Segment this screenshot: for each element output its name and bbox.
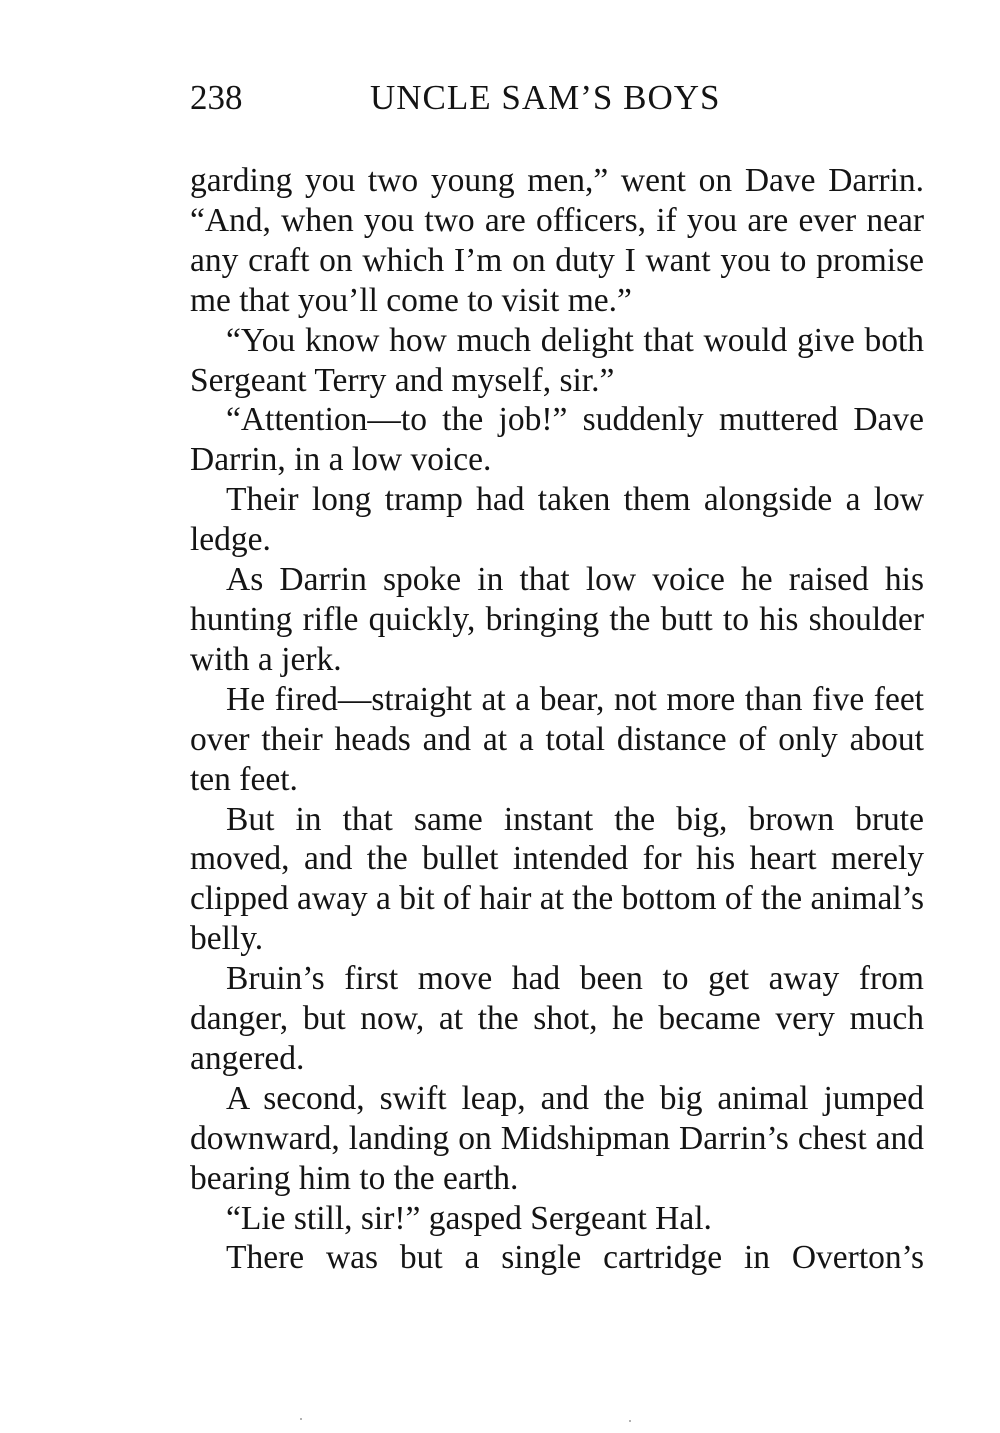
paragraph: “Attention—to the job!” suddenly muttered Dave Darrin, in a low voice. <box>190 401 924 479</box>
paragraph: Their long tramp had taken them alongside a low ledge. <box>190 481 924 559</box>
paragraph: “You know how much delight that would give both Sergeant Terry and myself, sir.” <box>190 321 924 399</box>
page-number: 238 <box>190 78 243 117</box>
paragraph: “Lie still, sir!” gasped Sergeant Hal. <box>226 1199 712 1237</box>
paragraph: A second, swift leap, and the big animal jumped downward, landing on Midshipman Darrin’s chest and bearing him to the earth. <box>190 1079 924 1197</box>
book-title: UNCLE SAM’S BOYS <box>370 78 721 117</box>
paragraph: Bruin’s first move had been to get away from danger, but now, at the shot, he became very much angered. <box>190 960 924 1077</box>
running-head <box>190 76 746 120</box>
paragraph: There was but a single cartridge in Overton’s <box>226 1239 924 1277</box>
scan-speck <box>300 1418 302 1420</box>
paragraph: But in that same instant the big, brown brute moved, and the bullet intended for his heart merely clipped away a bit of hair at the bottom of the animal’s belly. <box>190 800 924 958</box>
paragraph: garding you two young men,” went on Dave Darrin. “And, when you two are officers, if you are ever near any craft on which I’m on duty I want you to promise me that you’ll come to visit me.” <box>190 162 924 319</box>
paragraph: As Darrin spoke in that low voice he raised his hunting rifle quickly, bringing the butt to his shoulder with a jerk. <box>190 561 924 678</box>
scan-speck <box>629 1420 631 1422</box>
paragraph: He fired—straight at a bear, not more than five feet over their heads and at a total distance of only about ten feet. <box>190 680 924 798</box>
body-text <box>190 161 924 1278</box>
